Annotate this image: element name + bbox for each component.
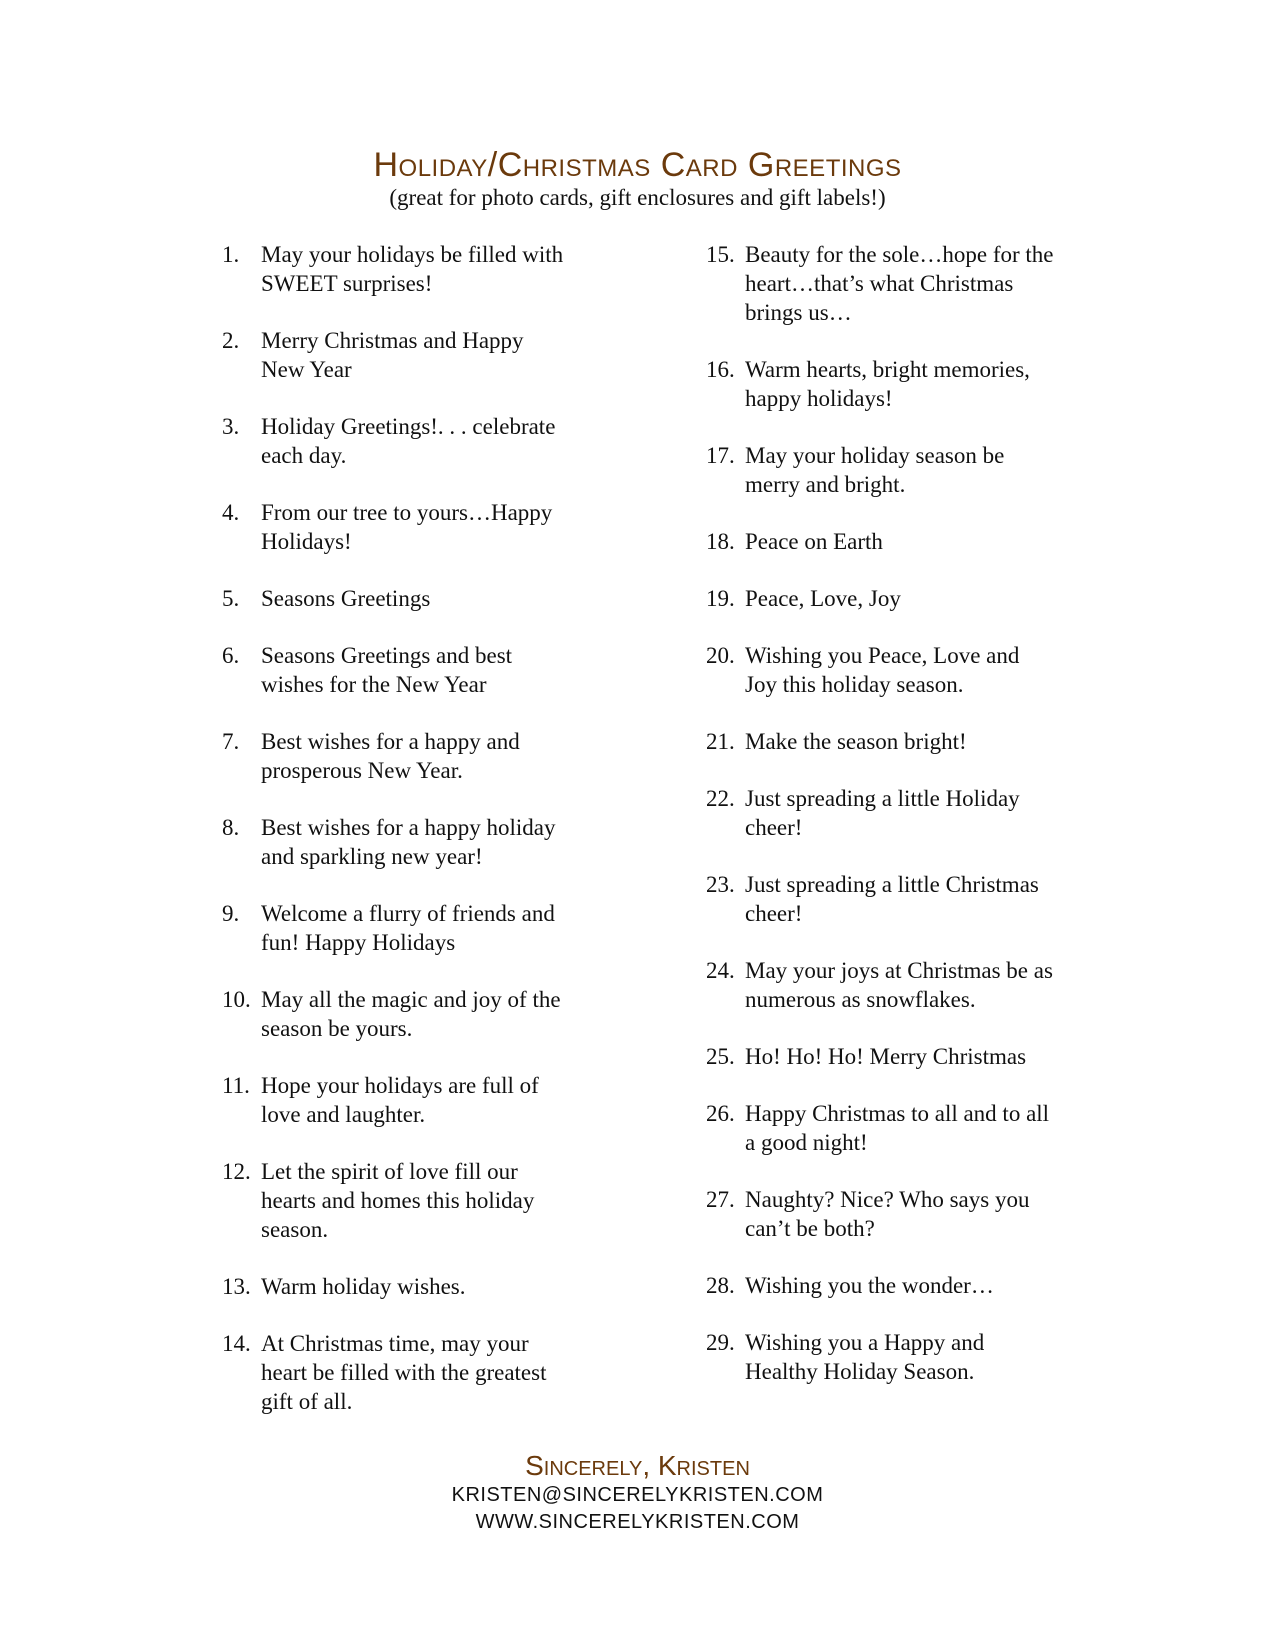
item-text: Hope your holidays are full of love and laughter. [261, 1073, 539, 1127]
item-text: Let the spirit of love fill our hearts and homes this holiday season. [261, 1159, 535, 1242]
page-subtitle: (great for photo cards, gift enclosures and gift labels!) [389, 185, 886, 210]
item-number: 8. [222, 815, 240, 840]
item-number: 5. [222, 586, 240, 611]
item-text: Merry Christmas and Happy New Year [261, 328, 524, 382]
item-text: Holiday Greetings!. . . celebrate each day. [261, 414, 556, 468]
list-item [706, 870, 1106, 928]
item-number: 20. [706, 643, 735, 668]
item-number: 27. [706, 1187, 735, 1212]
item-text: May all the magic and joy of the season be yours. [261, 987, 561, 1041]
item-text: Welcome a flurry of friends and fun! Happy Holidays [261, 901, 555, 955]
list-item [706, 527, 1106, 556]
item-number: 16. [706, 357, 735, 382]
list-item [222, 412, 622, 470]
list-item [222, 985, 622, 1043]
item-number: 23. [706, 872, 735, 897]
item-text: Just spreading a little Holiday cheer! [745, 786, 1020, 840]
list-item [706, 240, 1106, 327]
item-number: 14. [222, 1331, 251, 1356]
item-text: Naughty? Nice? Who says you can’t be both? [745, 1187, 1030, 1241]
item-number: 26. [706, 1101, 735, 1126]
item-text: Warm holiday wishes. [261, 1274, 466, 1299]
greetings-list-right [706, 240, 1106, 1414]
list-item [222, 1071, 622, 1129]
item-number: 24. [706, 958, 735, 983]
item-text: Wishing you a Happy and Healthy Holiday Season. [745, 1330, 985, 1384]
item-text: Peace on Earth [745, 529, 883, 554]
list-item [222, 813, 622, 871]
list-item [706, 441, 1106, 499]
item-text: May your holiday season be merry and bright. [745, 443, 1005, 497]
item-number: 2. [222, 328, 240, 353]
item-text: From our tree to yours…Happy Holidays! [261, 500, 553, 554]
list-item [222, 326, 622, 384]
list-item [706, 956, 1106, 1014]
email-link[interactable]: KRISTEN@SINCERELYKRISTEN.COM [451, 1484, 824, 1506]
item-number: 22. [706, 786, 735, 811]
list-item [222, 899, 622, 957]
list-item [222, 1329, 622, 1416]
item-number: 11. [222, 1073, 250, 1098]
item-number: 21. [706, 729, 735, 754]
greetings-list-left [222, 240, 622, 1444]
list-item [222, 727, 622, 785]
list-item [222, 1272, 622, 1301]
item-text: Best wishes for a happy holiday and sparkling new year! [261, 815, 556, 869]
list-item [706, 1099, 1106, 1157]
item-number: 15. [706, 242, 735, 267]
item-text: May your holidays be filled with SWEET surprises! [261, 242, 564, 296]
list-item [706, 1271, 1106, 1300]
list-item [706, 1185, 1106, 1243]
item-number: 19. [706, 586, 735, 611]
list-item [706, 1042, 1106, 1071]
item-text: Warm hearts, bright memories, happy holidays! [745, 357, 1030, 411]
item-number: 6. [222, 643, 240, 668]
list-item [222, 641, 622, 699]
signature: Sincerely, Kristen [525, 1450, 750, 1481]
page-title: Holiday/Christmas Card Greetings [373, 146, 902, 184]
item-text: Happy Christmas to all and to all a good night! [745, 1101, 1050, 1155]
item-text: Just spreading a little Christmas cheer! [745, 872, 1039, 926]
list-item [706, 727, 1106, 756]
item-number: 29. [706, 1330, 735, 1355]
item-text: Wishing you Peace, Love and Joy this holiday season. [745, 643, 1020, 697]
list-item [222, 240, 622, 298]
item-number: 3. [222, 414, 240, 439]
item-text: May your joys at Christmas be as numerous as snowflakes. [745, 958, 1053, 1012]
item-number: 17. [706, 443, 735, 468]
list-item [222, 498, 622, 556]
list-item [706, 355, 1106, 413]
list-item [706, 1328, 1106, 1386]
list-item [706, 784, 1106, 842]
list-item [222, 1157, 622, 1244]
list-item [222, 584, 622, 613]
item-text: Wishing you the wonder… [745, 1273, 994, 1298]
item-text: Seasons Greetings and best wishes for the New Year [261, 643, 513, 697]
website-link[interactable]: WWW.SINCERELYKRISTEN.COM [475, 1511, 800, 1533]
list-item [706, 584, 1106, 613]
item-number: 28. [706, 1273, 735, 1298]
item-text: Best wishes for a happy and prosperous New Year. [261, 729, 520, 783]
item-number: 7. [222, 729, 240, 754]
list-item [706, 641, 1106, 699]
item-text: Make the season bright! [745, 729, 967, 754]
item-number: 12. [222, 1159, 251, 1184]
item-text: Beauty for the sole…hope for the heart…that’s what Christmas brings us… [745, 242, 1054, 325]
item-number: 4. [222, 500, 240, 525]
item-text: At Christmas time, may your heart be filled with the greatest gift of all. [261, 1331, 547, 1414]
item-text: Seasons Greetings [261, 586, 431, 611]
item-number: 10. [222, 987, 251, 1012]
item-number: 18. [706, 529, 735, 554]
item-number: 9. [222, 901, 240, 926]
item-text: Peace, Love, Joy [745, 586, 901, 611]
item-number: 13. [222, 1274, 251, 1299]
item-number: 25. [706, 1044, 735, 1069]
item-number: 1. [222, 242, 240, 267]
item-text: Ho! Ho! Ho! Merry Christmas [745, 1044, 1027, 1069]
